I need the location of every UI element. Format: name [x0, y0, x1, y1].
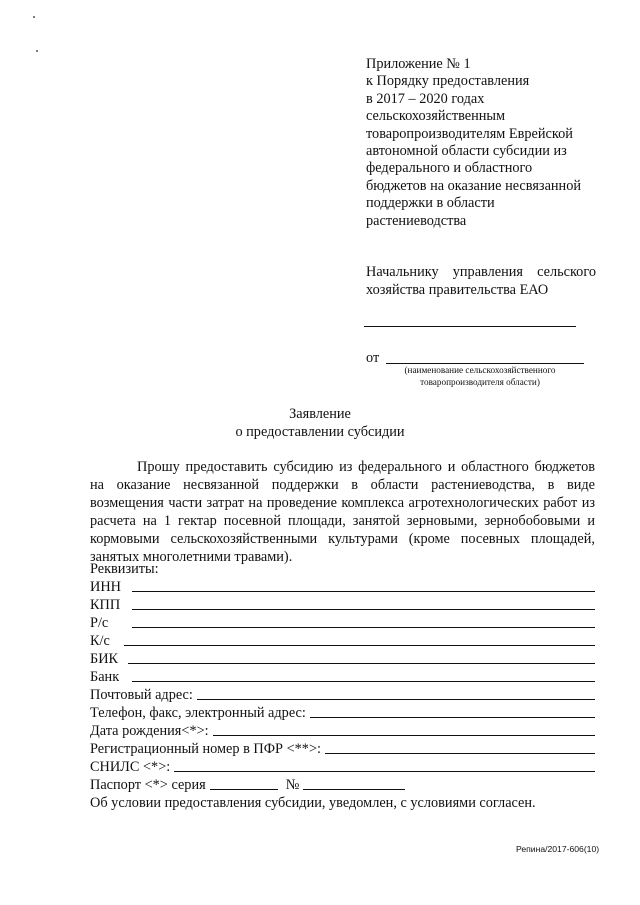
- appendix-line: в 2017 – 2020 годах: [366, 90, 485, 107]
- from-label: от: [366, 350, 380, 366]
- snils-field[interactable]: [174, 771, 595, 772]
- appendix-block: [366, 56, 616, 230]
- ks-label: К/с: [90, 633, 110, 649]
- passport-series-field[interactable]: [210, 789, 278, 790]
- passport-number-field[interactable]: [303, 789, 405, 790]
- title-line: Заявление: [289, 406, 351, 422]
- appendix-line: товаропроизводителям Еврейской: [366, 125, 573, 142]
- appendix-line: поддержки в области: [366, 195, 495, 212]
- agreement-text: Об условии предоставления субсидии, уведомлен, с условиями согласен.: [90, 795, 536, 811]
- pfr-row: [90, 740, 595, 758]
- scan-mark: [36, 50, 38, 52]
- ks-row: [90, 632, 595, 650]
- appendix-line: бюджетов на оказание несвязанной: [366, 177, 582, 194]
- inn-row: [90, 578, 595, 596]
- bank-label: Банк: [90, 669, 120, 685]
- birth-date-field[interactable]: [213, 735, 595, 736]
- snils-label: СНИЛС <*>:: [90, 759, 171, 775]
- ks-field[interactable]: [124, 645, 595, 646]
- scan-mark: [33, 16, 35, 18]
- passport-row: [90, 776, 595, 794]
- snils-row: [90, 758, 595, 776]
- requisites-section: [90, 560, 595, 812]
- pfr-number-field[interactable]: [325, 753, 595, 754]
- bank-field[interactable]: [132, 681, 595, 682]
- bik-row: [90, 650, 595, 668]
- passport-number-label: №: [285, 777, 300, 793]
- appendix-line: автономной области субсидии из: [366, 143, 567, 160]
- rs-field[interactable]: [132, 627, 595, 628]
- contacts-field[interactable]: [310, 717, 595, 718]
- requisites-heading-row: [90, 560, 595, 578]
- pfr-label: Регистрационный номер в ПФР <**>:: [90, 741, 321, 757]
- from-caption: (наименование сельскохозяйственного товаропроизводителя области): [404, 365, 556, 387]
- birth-row: [90, 722, 595, 740]
- postal-address-field[interactable]: [197, 699, 595, 700]
- bik-label: БИК: [90, 651, 119, 667]
- recipient-text: Начальнику управления сельского хозяйства правительства ЕАО: [366, 264, 596, 298]
- agreement-row: [90, 794, 595, 812]
- contacts-label: Телефон, факс, электронный адрес:: [90, 705, 306, 721]
- applicant-name-line[interactable]: [386, 363, 584, 364]
- bank-row: [90, 668, 595, 686]
- requisites-heading: Реквизиты:: [90, 561, 159, 577]
- title-subline: о предоставлении субсидии: [235, 424, 405, 440]
- appendix-line: Приложение № 1: [366, 56, 471, 72]
- appendix-line: растениеводства: [366, 212, 467, 229]
- contacts-row: [90, 704, 595, 722]
- kpp-row: [90, 596, 595, 614]
- recipient-name-line[interactable]: [364, 326, 576, 327]
- document-code: Репина/2017-606(10): [516, 844, 600, 854]
- bik-field[interactable]: [128, 663, 595, 664]
- document-title: [210, 405, 430, 441]
- kpp-field[interactable]: [132, 609, 595, 610]
- postal-label: Почтовый адрес:: [90, 687, 193, 703]
- birth-date-label: Дата рождения<*>:: [90, 723, 209, 739]
- appendix-line: федерального и областного: [366, 160, 533, 177]
- appendix-line: сельскохозяйственным: [366, 108, 506, 125]
- appendix-line: к Порядку предоставления: [366, 73, 530, 90]
- inn-field[interactable]: [132, 591, 595, 592]
- rs-label: Р/с: [90, 615, 109, 631]
- request-paragraph: Прошу предоставить субсидию из федерального и областного бюджетов на оказание несвязанной поддержки в области растениеводства, в виде возмещения части затрат на проведение комплекса агротехнологических работ из расчета на 1 гектар посевной площади, занятой зерновыми, зернобобовыми и кормовыми сельскохозяйственными культурами (кроме посевных площадей, занятых многолетними травами).: [90, 459, 595, 565]
- rs-row: [90, 614, 595, 632]
- postal-row: [90, 686, 595, 704]
- inn-label: ИНН: [90, 579, 121, 595]
- passport-series-label: Паспорт <*> серия: [90, 777, 206, 793]
- kpp-label: КПП: [90, 597, 121, 613]
